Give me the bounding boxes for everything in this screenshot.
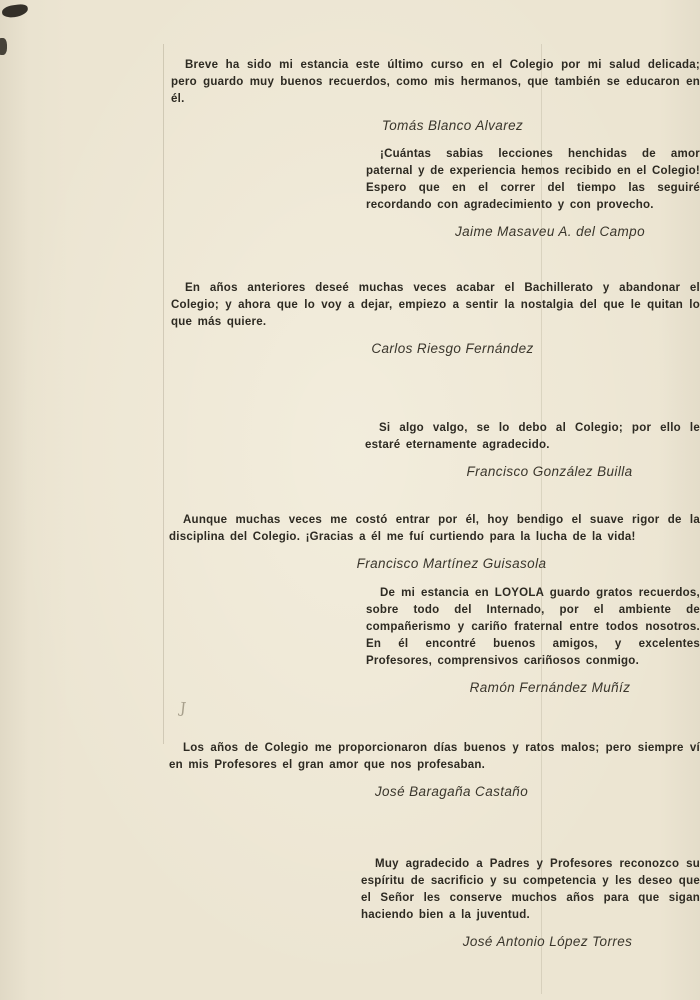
page-crease bbox=[163, 44, 164, 744]
testimonial-text: ¡Cuántas sabias lecciones henchidas de amor paternal y de experiencia hemos recibido en el Colegio! Espero que en el correr del tiempo las seguiré recordando con agradecimiento y con provecho. bbox=[366, 148, 700, 211]
testimonial-text: Muy agradecido a Padres y Profesores reconozco su espíritu de sacrificio y su competencia y les deseo que el Señor les conserve muchos años para que sigan haciendo bien a la juventud. bbox=[361, 858, 700, 921]
testimonial-entry bbox=[365, 420, 700, 479]
pencil-mark: J bbox=[179, 698, 187, 718]
testimonial-text: Los años de Colegio me proporcionaron días buenos y ratos malos; pero siempre ví en mis Profesores el gran amor que nos profesaban. bbox=[169, 742, 700, 771]
ink-blot-artifact bbox=[1, 3, 28, 19]
testimonial-text: De mi estancia en LOYOLA guardo gratos recuerdos, sobre todo del Internado, por el ambiente de compañerismo y cariño fraternal entre todos nosotros. En él encontré buenos amigos, y excelentes Profesores, comprensivos cariñosos conmigo. bbox=[366, 587, 700, 667]
testimonial-author-signature: Francisco González Builla bbox=[466, 464, 633, 479]
testimonial-text: Si algo valgo, se lo debo al Colegio; por ello le estaré eternamente agradecido. bbox=[365, 422, 700, 451]
testimonial-author-signature: José Baragaña Castaño bbox=[374, 784, 529, 799]
testimonial-text: Aunque muchas veces me costó entrar por él, hoy bendigo el suave rigor de la disciplina del Colegio. ¡Gracias a él me fuí curtiendo para la lucha de la vida! bbox=[169, 514, 700, 543]
testimonial-author-signature: José Antonio López Torres bbox=[462, 934, 633, 949]
testimonial-entry bbox=[169, 740, 700, 799]
testimonial-author-signature: Ramón Fernández Muñíz bbox=[469, 680, 631, 695]
testimonial-author-signature: Jaime Masaveu A. del Campo bbox=[455, 224, 645, 239]
testimonial-entry bbox=[169, 512, 700, 571]
testimonial-entry bbox=[366, 146, 700, 239]
testimonial-entry bbox=[361, 856, 700, 949]
testimonial-text: Breve ha sido mi estancia este último curso en el Colegio por mi salud delicada; pero guardo muy buenos recuerdos, como mis hermanos, que también se educaron en él. bbox=[171, 59, 700, 105]
testimonial-text: En años anteriores deseé muchas veces acabar el Bachillerato y abandonar el Colegio; y ahora que lo voy a dejar, empiezo a sentir la nostalgia del que le quitan lo que más quiere. bbox=[171, 282, 700, 328]
testimonial-entry bbox=[171, 280, 700, 356]
testimonial-entry bbox=[366, 585, 700, 695]
ink-blot-artifact bbox=[0, 38, 7, 55]
testimonial-author-signature: Francisco Martínez Guisasola bbox=[356, 556, 547, 571]
testimonial-entry bbox=[171, 57, 700, 133]
testimonial-author-signature: Tomás Blanco Alvarez bbox=[381, 118, 524, 133]
testimonial-author-signature: Carlos Riesgo Fernández bbox=[371, 341, 534, 356]
